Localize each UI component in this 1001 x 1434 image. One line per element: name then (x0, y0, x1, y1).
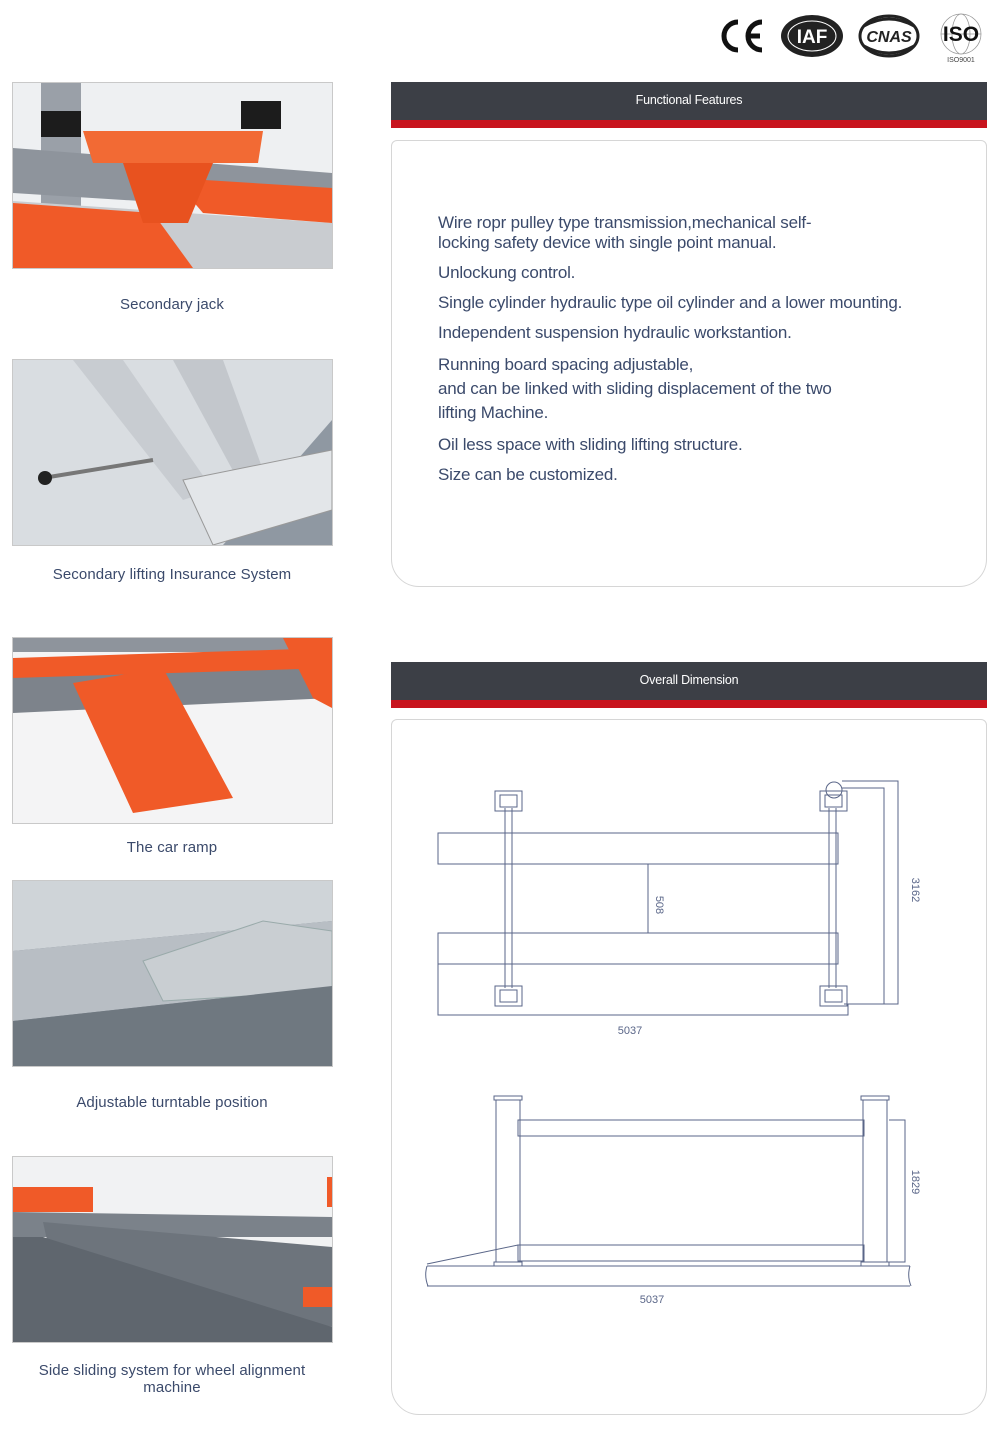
feature-item: Independent suspension hydraulic workstantion. (438, 323, 792, 342)
caption-secondary-jack: Secondary jack (120, 296, 224, 313)
feature-item: Unlockung control. (438, 263, 576, 282)
features-list (438, 213, 958, 495)
functional-features-title: Functional Features (391, 82, 987, 120)
caption-car-ramp: The car ramp (126, 839, 218, 856)
side-view-height-label: 1829 (909, 1169, 921, 1195)
svg-text:CNAS: CNAS (866, 29, 912, 46)
side-view-length-label: 5037 (639, 1294, 665, 1306)
feature-item: Size can be customized. (438, 465, 618, 484)
overall-dimension-title: Overall Dimension (391, 662, 987, 700)
functional-features-header (391, 82, 987, 128)
secondary-jack-photo (12, 82, 333, 269)
top-view-width-label: 3162 (909, 877, 921, 903)
ce-logo (716, 14, 766, 58)
secondary-lifting-insurance-photo (12, 359, 333, 546)
iso-logo (933, 10, 989, 66)
feature-item: Running board spacing adjustable, and can be linked with sliding displacement of the two lifting Machine. (438, 355, 832, 422)
caption-secondary-lifting-insurance: Secondary lifting Insurance System (52, 566, 292, 583)
header-accent-bar (391, 120, 987, 128)
cnas-logo (858, 14, 920, 58)
feature-item: Oil less space with sliding lifting structure. (438, 435, 743, 454)
side-view-drawing (426, 1096, 911, 1286)
svg-text:IAF: IAF (796, 27, 828, 48)
caption-adjustable-turntable: Adjustable turntable position (76, 1094, 268, 1111)
adjustable-turntable-photo (12, 880, 333, 1067)
header-accent-bar (391, 700, 987, 708)
top-view-length-label: 5037 (617, 1025, 643, 1037)
feature-item: Wire ropr pulley type transmission,mechanical self- locking safety device with single point manual. (438, 213, 812, 252)
overall-dimension-header (391, 662, 987, 708)
svg-text:ISO: ISO (942, 23, 980, 46)
iaf-logo (780, 14, 844, 58)
car-ramp-photo (12, 637, 333, 824)
side-sliding-photo (12, 1156, 333, 1343)
caption-side-sliding: Side sliding system for wheel alignment machine (38, 1362, 306, 1396)
top-view-drawing (438, 781, 898, 1015)
top-view-gap-label: 508 (653, 895, 665, 915)
feature-item: Single cylinder hydraulic type oil cylinder and a lower mounting. (438, 293, 903, 312)
svg-text:ISO9001: ISO9001 (947, 57, 975, 64)
dimension-drawing (392, 720, 986, 1414)
